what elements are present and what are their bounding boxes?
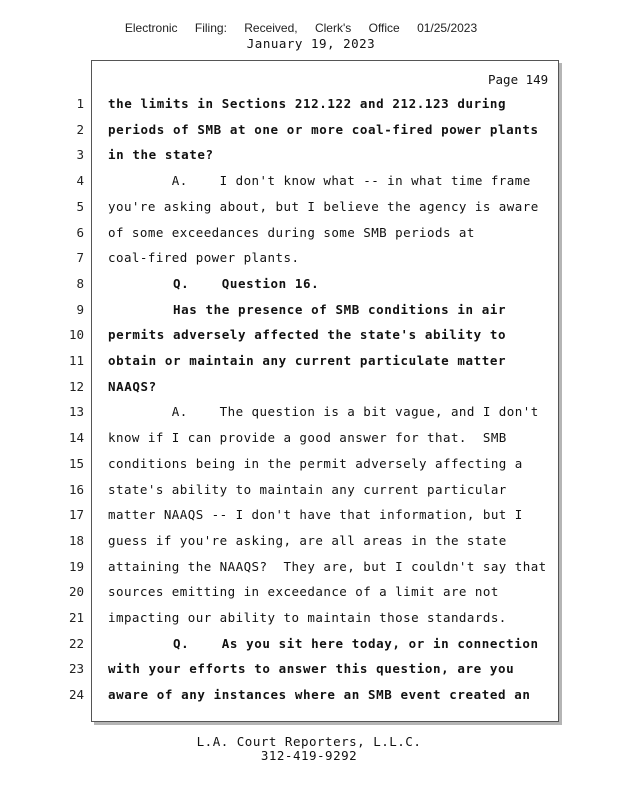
- transcript-line: guess if you're asking, are all areas in the state: [108, 533, 507, 548]
- line-number: 18: [68, 533, 84, 548]
- line-number: 23: [68, 661, 84, 676]
- filing-part: Electronic: [124, 21, 178, 35]
- line-number: 22: [68, 636, 84, 651]
- line-number: 24: [68, 687, 84, 702]
- transcript-line: A. I don't know what -- in what time frame: [108, 173, 531, 188]
- transcript-line: obtain or maintain any current particulate matter: [108, 353, 507, 368]
- transcript-line: permits adversely affected the state's ability to: [108, 327, 507, 342]
- line-number: 6: [76, 225, 84, 240]
- filing-part: Office: [368, 21, 400, 35]
- filing-part: Clerk's: [314, 21, 352, 35]
- filing-stamp: [0, 21, 610, 35]
- transcript-line: coal-fired power plants.: [108, 250, 300, 265]
- transcript-line: periods of SMB at one or more coal-fired power plants: [108, 122, 539, 137]
- footer-phone: 312-419-9292: [260, 748, 358, 763]
- line-number: 12: [68, 379, 84, 394]
- transcript-line: in the state?: [108, 147, 214, 162]
- transcript-line: Has the presence of SMB conditions in air: [108, 302, 507, 317]
- footer-company: L.A. Court Reporters, L.L.C.: [196, 734, 422, 749]
- transcript-line: impacting our ability to maintain those standards.: [108, 610, 507, 625]
- line-number: 16: [68, 482, 84, 497]
- transcript-line: know if I can provide a good answer for that. SMB: [108, 430, 507, 445]
- line-number: 3: [76, 147, 84, 162]
- line-number: 14: [68, 430, 84, 445]
- transcript-line: attaining the NAAQS? They are, but I couldn't say that: [108, 559, 547, 574]
- transcript-line: Q. As you sit here today, or in connection: [108, 636, 539, 651]
- transcript-line: the limits in Sections 212.122 and 212.123 during: [108, 96, 507, 111]
- line-number: 4: [76, 173, 84, 188]
- filing-part: 01/25/2023: [417, 21, 478, 35]
- transcript-line: matter NAAQS -- I don't have that information, but I: [108, 507, 523, 522]
- line-number: 9: [76, 302, 84, 317]
- transcript-line: state's ability to maintain any current particular: [108, 482, 507, 497]
- transcript-line: Q. Question 16.: [108, 276, 320, 291]
- line-number: 11: [68, 353, 84, 368]
- line-number: 19: [68, 559, 84, 574]
- line-number: 10: [68, 327, 84, 342]
- filing-part: Received,: [244, 21, 298, 35]
- page-number: Page 149: [488, 72, 549, 87]
- filing-part: Filing:: [194, 21, 227, 35]
- transcript-line: A. The question is a bit vague, and I don't: [108, 404, 539, 419]
- transcript-line: with your efforts to answer this question, are you: [108, 661, 515, 676]
- transcript-date: January 19, 2023: [246, 36, 376, 51]
- line-number: 5: [76, 199, 84, 214]
- line-number: 15: [68, 456, 84, 471]
- transcript-line: of some exceedances during some SMB periods at: [108, 225, 475, 240]
- line-number: 13: [68, 404, 84, 419]
- line-number: 17: [68, 507, 84, 522]
- line-number: 20: [68, 584, 84, 599]
- line-number: 2: [76, 122, 84, 137]
- line-number: 7: [76, 250, 84, 265]
- line-number: 8: [76, 276, 84, 291]
- transcript-line: you're asking about, but I believe the agency is aware: [108, 199, 539, 214]
- transcript-line: conditions being in the permit adversely affecting a: [108, 456, 523, 471]
- line-number: 1: [76, 96, 84, 111]
- transcript-line: aware of any instances where an SMB event created an: [108, 687, 531, 702]
- transcript-line: NAAQS?: [108, 379, 157, 394]
- line-number: 21: [68, 610, 84, 625]
- transcript-line: sources emitting in exceedance of a limit are not: [108, 584, 499, 599]
